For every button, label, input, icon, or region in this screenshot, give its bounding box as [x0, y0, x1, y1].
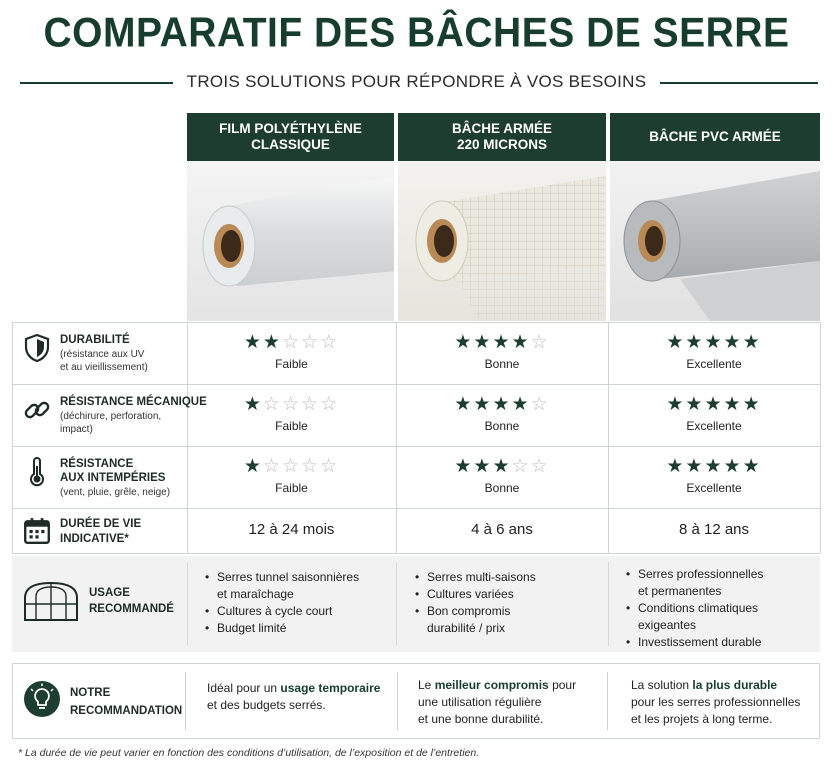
rating-cell: ★☆☆☆☆ Faible	[187, 395, 396, 433]
recommendation-section: NOTRE RECOMMANDATION Idéal pour un usage temporaire et des budgets serrés. Le meilleur compromis pour une utilisation régulière et une bonne durabilité. La solution la plus durable pour les serres professionnelles et les projets à long terme.	[12, 663, 820, 739]
rating-cell: ★★★★★ Excellente	[608, 457, 820, 495]
lightbulb-icon	[23, 680, 61, 718]
star-rating	[396, 395, 608, 415]
recommendation-armee: Le meilleur compromis pour une utilisation régulière et une bonne durabilité.	[418, 678, 577, 726]
star-filled-icon: ★	[723, 332, 743, 353]
footnote: * La durée de vie peut varier en fonction des conditions d’utilisation, de l’exposition et de l’entretien.	[18, 747, 480, 759]
recommendation-pvc: La solution la plus durable pour les serres professionnelles et les projets à long terme.	[631, 678, 801, 726]
calendar-icon	[22, 516, 52, 546]
star-empty-icon: ☆	[301, 394, 321, 415]
row-divider	[12, 508, 820, 509]
col-divider	[12, 322, 13, 553]
lifetime-value: 12 à 24 mois	[248, 521, 335, 538]
col-divider	[396, 562, 397, 646]
rating-cell: ★★★★☆ Bonne	[396, 333, 608, 371]
col-divider	[607, 672, 608, 730]
row-divider	[12, 446, 820, 447]
star-filled-icon: ★	[454, 456, 474, 477]
star-rating	[396, 457, 608, 477]
star-empty-icon: ☆	[281, 456, 302, 477]
star-filled-icon: ★	[685, 456, 705, 477]
star-filled-icon: ★	[685, 332, 705, 353]
star-filled-icon: ★	[723, 394, 743, 415]
star-filled-icon: ★	[243, 456, 263, 477]
row-divider	[12, 384, 820, 385]
star-empty-icon: ☆	[281, 332, 302, 353]
star-filled-icon: ★	[243, 394, 263, 415]
star-filled-icon: ★	[492, 456, 512, 477]
usage-list-polyethylene: • Serres tunnel saisonnières et maraîchage • Cultures à cycle court • Budget limité	[205, 569, 359, 637]
star-empty-icon: ☆	[281, 394, 302, 415]
star-filled-icon: ★	[666, 456, 686, 477]
star-rating	[187, 395, 396, 415]
column-header-armee: BÂCHE ARMÉE 220 MICRONS	[398, 113, 606, 161]
page-title: COMPARATIF DES BÂCHES DE SERRE	[43, 10, 790, 57]
row-divider	[12, 553, 820, 554]
star-empty-icon: ☆	[530, 394, 550, 415]
rating-cell: ★☆☆☆☆ Faible	[187, 457, 396, 495]
star-empty-icon: ☆	[530, 456, 550, 477]
star-rating	[187, 457, 396, 477]
rating-cell: ★★★★★ Excellente	[608, 395, 820, 433]
star-empty-icon: ☆	[262, 456, 282, 477]
col-divider	[185, 672, 186, 730]
greenhouse-icon	[22, 580, 80, 622]
star-filled-icon: ★	[511, 394, 531, 415]
star-empty-icon: ☆	[320, 456, 340, 477]
column-header-polyethylene: FILM POLYÉTHYLÈNE CLASSIQUE	[187, 113, 394, 161]
star-rating	[608, 333, 820, 353]
star-filled-icon: ★	[723, 456, 743, 477]
shield-icon	[22, 333, 52, 363]
star-rating	[187, 333, 396, 353]
lifetime-value: 4 à 6 ans	[471, 521, 533, 538]
star-filled-icon: ★	[473, 394, 493, 415]
col-divider	[187, 562, 188, 646]
rating-cell: ★★★★☆ Bonne	[396, 395, 608, 433]
star-rating	[396, 333, 608, 353]
star-filled-icon: ★	[666, 332, 686, 353]
lifetime-value: 8 à 12 ans	[678, 521, 750, 538]
chain-link-icon	[22, 395, 52, 425]
row-divider	[12, 322, 820, 323]
star-filled-icon: ★	[473, 332, 493, 353]
star-filled-icon: ★	[511, 332, 531, 353]
star-empty-icon: ☆	[262, 394, 282, 415]
star-filled-icon: ★	[492, 394, 512, 415]
star-filled-icon: ★	[742, 394, 762, 415]
subtitle-row	[0, 72, 833, 94]
star-filled-icon: ★	[742, 332, 762, 353]
star-rating	[608, 395, 820, 415]
rating-cell: ★★★★★ Excellente	[608, 333, 820, 371]
rating-cell: ★★★☆☆ Bonne	[396, 457, 608, 495]
star-filled-icon: ★	[704, 456, 724, 477]
star-empty-icon: ☆	[320, 394, 340, 415]
usage-list-armee: • Serres multi-saisons • Cultures variées • Bon compromis durabilité / prix	[415, 569, 536, 637]
star-filled-icon: ★	[704, 394, 724, 415]
usage-section: USAGE RECOMMANDÉ • Serres tunnel saisonnières et maraîchage • Cultures à cycle court • Budget limité • Serres multi-saisons • Cultures variées • Bon compromis durabilité / prix • Serres professionnelles et permanentes • Conditions climatiques exigeantes • Investissement durable	[12, 556, 820, 652]
recommendation-polyethylene: Idéal pour un usage temporaire et des budgets serrés.	[207, 681, 381, 712]
star-filled-icon: ★	[243, 332, 263, 353]
star-filled-icon: ★	[492, 332, 512, 353]
col-divider	[397, 672, 398, 730]
column-header-pvc: BÂCHE PVC ARMÉE	[610, 113, 820, 161]
star-empty-icon: ☆	[301, 456, 321, 477]
star-filled-icon: ★	[473, 456, 493, 477]
star-empty-icon: ☆	[320, 332, 340, 353]
product-image-armee	[398, 161, 606, 321]
star-empty-icon: ☆	[301, 332, 321, 353]
star-empty-icon: ☆	[530, 332, 550, 353]
page-subtitle: TROIS SOLUTIONS POUR RÉPONDRE À VOS BESOINS	[0, 72, 833, 92]
product-image-pvc	[610, 161, 820, 321]
rating-cell: ★★☆☆☆ Faible	[187, 333, 396, 371]
usage-list-pvc: • Serres professionnelles et permanentes • Conditions climatiques exigeantes • Investissement durable	[626, 566, 763, 651]
star-filled-icon: ★	[454, 332, 474, 353]
star-filled-icon: ★	[454, 394, 474, 415]
star-rating	[608, 457, 820, 477]
thermometer-icon	[22, 457, 52, 487]
product-image-polyethylene	[187, 161, 394, 321]
star-filled-icon: ★	[685, 394, 705, 415]
col-divider	[820, 322, 821, 553]
star-filled-icon: ★	[262, 332, 282, 353]
star-filled-icon: ★	[666, 394, 686, 415]
star-filled-icon: ★	[704, 332, 724, 353]
col-divider	[608, 562, 609, 646]
star-empty-icon: ☆	[511, 456, 531, 477]
star-filled-icon: ★	[742, 456, 762, 477]
